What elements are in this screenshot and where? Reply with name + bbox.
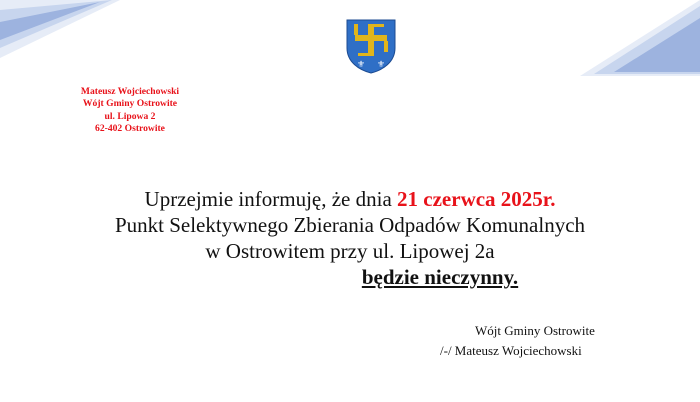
closure-date: 21 czerwca 2025r. (397, 187, 556, 211)
notice-line-1 (50, 186, 650, 212)
notice-line-1-prefix: Uprzejmie informuję, że dnia (144, 187, 398, 211)
closed-statement: będzie nieczynny. (361, 265, 519, 289)
corner-decoration-left (0, 0, 120, 60)
sender-street: ul. Lipowa 2 (104, 110, 156, 122)
svg-text:⚜: ⚜ (377, 60, 386, 70)
corner-decoration-right (580, 0, 700, 80)
notice-line-2: Punkt Selektywnego Zbierania Odpadów Komunalnych (114, 213, 586, 237)
signature-name: /-/ Mateusz Wojciechowski (440, 343, 582, 358)
signature-block (440, 321, 650, 361)
sender-address-block (60, 86, 200, 136)
svg-text:⚜: ⚜ (357, 60, 366, 70)
notice-line-3: w Ostrowitem przy ul. Lipowej 2a (205, 239, 495, 263)
sender-postal: 62-402 Ostrowite (95, 123, 165, 135)
sender-title: Wójt Gminy Ostrowite (82, 98, 178, 110)
notice-line-4 (50, 264, 650, 290)
notice-body (50, 186, 650, 290)
sender-name: Mateusz Wojciechowski (80, 86, 180, 97)
signature-title: Wójt Gminy Ostrowite (475, 323, 595, 338)
coat-of-arms-emblem (345, 18, 397, 74)
